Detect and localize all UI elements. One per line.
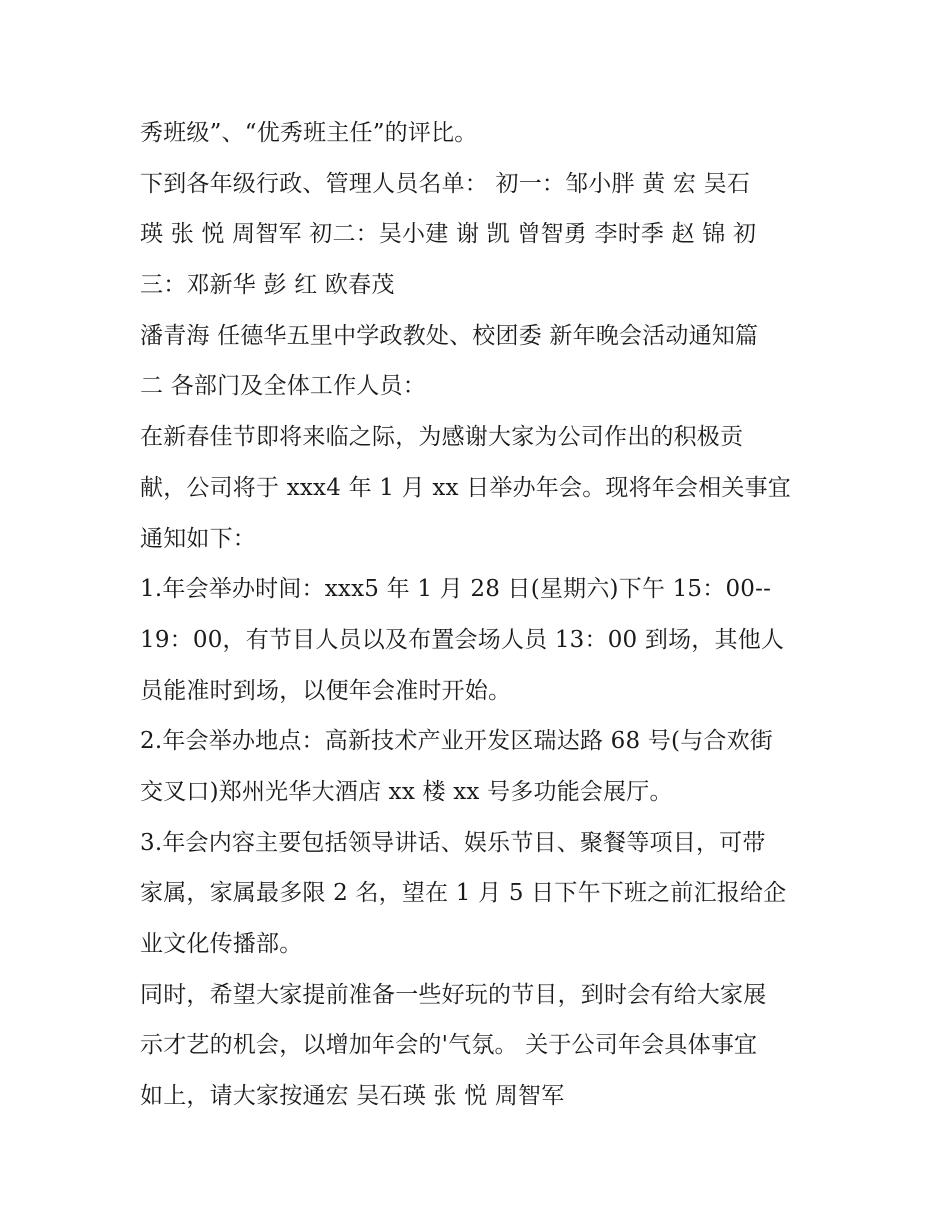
text-line-10: 1.年会举办时间：xxx5 年 1 月 28 日(星期六)下午 15：00-- — [140, 576, 772, 603]
text-line-16: 家属，家属最多限 2 名，望在 1 月 5 日下午下班之前汇报给企 — [140, 880, 787, 907]
text-line-13: 2.年会举办地点：高新技术产业开发区瑞达路 68 号(与合欢街 — [140, 728, 774, 755]
text-line-5: 潘青海 任德华五里中学政教处、校团委 新年晚会活动通知篇 — [140, 322, 759, 349]
text-line-8: 献，公司将于 xxx4 年 1 月 xx 日举办年会。现将年会相关事宜 — [140, 474, 791, 501]
text-line-2: 下到各年级行政、管理人员名单： 初一：邹小胖 黄 宏 吴石 — [140, 170, 751, 197]
text-line-19: 示才艺的机会，以增加年会的'气氛。 关于公司年会具体事宜 — [140, 1032, 758, 1059]
document-body — [140, 108, 830, 1122]
text-line-4: 三：邓新华 彭 红 欧春茂 — [140, 272, 395, 299]
text-line-11: 19：00，有节目人员以及布置会场人员 13：00 到场，其他人 — [140, 626, 785, 653]
text-line-15: 3.年会内容主要包括领导讲话、娱乐节目、聚餐等项目，可带 — [140, 829, 766, 856]
text-line-20: 如上，请大家按通宏 吴石瑛 张 悦 周智军 — [140, 1083, 565, 1110]
text-line-18: 同时，希望大家提前准备一些好玩的节目，到时会有给大家展 — [140, 981, 767, 1008]
text-line-14: 交叉口)郑州光华大酒店 xx 楼 xx 号多功能会展厅。 — [140, 778, 673, 805]
text-line-17: 业文化传播部。 — [140, 931, 303, 957]
text-line-6: 二 各部门及全体工作人员： — [140, 373, 426, 400]
text-line-3: 瑛 张 悦 周智军 初二：吴小建 谢 凯 曾智勇 李时季 赵 锦 初 — [140, 221, 757, 248]
text-line-1: 秀班级”、“优秀班主任”的评比。 — [140, 120, 478, 146]
text-line-12: 员能准时到场，以便年会准时开始。 — [140, 677, 512, 704]
text-line-7: 在新春佳节即将来临之际，为感谢大家为公司作出的积极贡 — [140, 424, 744, 451]
text-line-9: 通知如下： — [140, 525, 256, 552]
